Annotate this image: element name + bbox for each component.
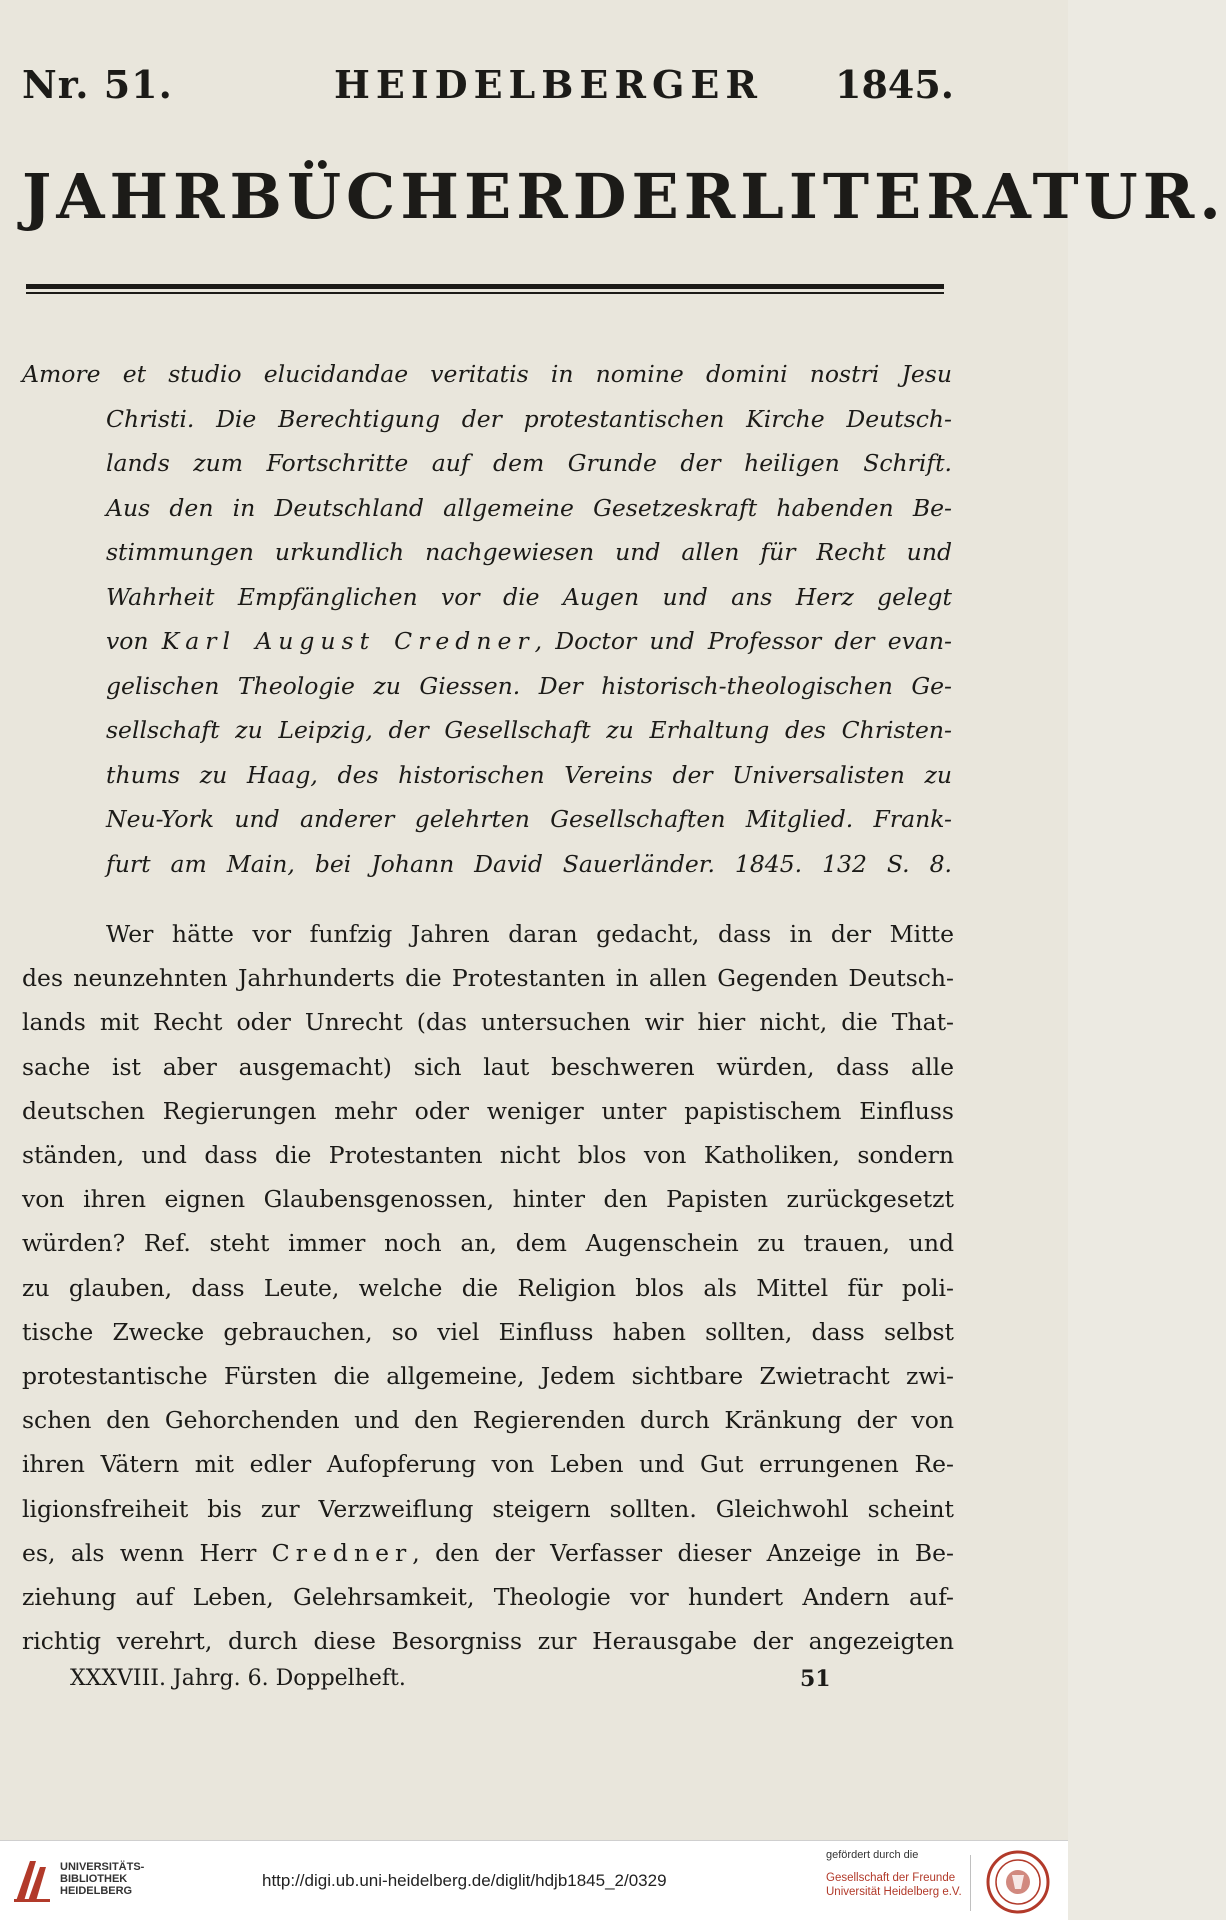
issue-year: 1845. <box>835 62 954 107</box>
biblio-line: stimmungen urkundlich nachgewiesen und allen für Recht und <box>106 538 952 566</box>
university-seal-icon <box>985 1849 1051 1915</box>
biblio-line: Amore et studio elucidandae veritatis in nomine domini nostri Jesu <box>22 360 952 388</box>
title-word: DER <box>572 160 741 233</box>
sponsor-org[interactable] <box>826 1871 962 1899</box>
biblio-author-role: , Doctor und Professor der evan- <box>534 627 952 655</box>
library-name-line: UNIVERSITÄTS- <box>60 1861 145 1873</box>
biblio-line: gelischen Theologie zu Giessen. Der historisch-theologischen Ge- <box>106 671 952 700</box>
body-line: würden? Ref. steht immer noch an, dem Augenschein zu trauen, und <box>22 1229 954 1258</box>
double-rule-thin <box>26 292 944 294</box>
sheet-number: 51 <box>800 1666 831 1692</box>
body-line: ihren Vätern mit edler Aufopferung von Leben und Gut errungenen Re- <box>22 1450 954 1479</box>
biblio-von: von <box>106 627 149 655</box>
body-line: ligionsfreiheit bis zur Verzweiflung steigern sollten. Gleichwohl scheint <box>22 1494 954 1523</box>
body-line: deutschen Regierungen mehr oder weniger unter papistischem Einfluss <box>22 1096 954 1125</box>
body-line: zu glauben, dass Leute, welche die Religion blos als Mittel für poli- <box>22 1273 954 1302</box>
sponsor-line: Gesellschaft der Freunde <box>826 1872 956 1884</box>
body-line: tische Zwecke gebrauchen, so viel Einfluss haben sollten, dass selbst <box>22 1317 954 1346</box>
library-name-line: BIBLIOTHEK <box>60 1873 128 1885</box>
author-name-inline: Credner <box>271 1538 413 1567</box>
body-line: protestantische Fürsten die allgemeine, Jedem sichtbare Zwietracht zwi- <box>22 1362 954 1391</box>
journal-title <box>22 160 1226 240</box>
bibliographic-entry <box>22 352 952 886</box>
library-name-line: HEIDELBERG <box>60 1885 133 1897</box>
body-seg: , den der Verfasser dieser Anzeige in Be- <box>412 1538 955 1567</box>
biblio-line: Aus den in Deutschland allgemeine Gesetzeskraft habenden Be- <box>106 493 952 522</box>
issue-number: Nr. 51. <box>22 62 173 107</box>
double-rule-thick <box>26 284 944 289</box>
sponsor-line: Universität Heidelberg e.V. <box>826 1886 962 1898</box>
university-library-logo-icon[interactable] <box>12 1855 54 1905</box>
viewer-footer <box>0 1840 1068 1920</box>
biblio-line: Christi. Die Berechtigung der protestantischen Kirche Deutsch- <box>106 404 952 433</box>
body-line: lands mit Recht oder Unrecht (das untersuchen wir hier nicht, die That- <box>22 1008 954 1037</box>
biblio-line: lands zum Fortschritte auf dem Grunde der heiligen Schrift. <box>106 449 952 477</box>
publisher-name: HEIDELBERGER <box>334 62 763 107</box>
masthead <box>22 62 954 112</box>
body-line-author <box>22 1531 954 1575</box>
funded-by-label: gefördert durch die <box>826 1849 919 1861</box>
footer-divider <box>970 1855 971 1911</box>
body-line: sache ist aber ausgemacht) sich laut beschweren würden, dass alle <box>22 1052 954 1081</box>
biblio-line: sellschaft zu Leipzig, der Gesellschaft zu Erhaltung des Christen- <box>106 716 952 744</box>
body-line: richtig verehrt, durch diese Besorgniss zur Herausgabe der angezeigten <box>22 1627 954 1656</box>
biblio-line: thums zu Haag, des historischen Vereins der Universalisten zu <box>106 760 952 789</box>
body-seg: es, als wenn Herr <box>22 1538 257 1567</box>
body-line: ziehung auf Leben, Gelehrsamkeit, Theologie vor hundert Andern auf- <box>22 1583 954 1612</box>
body-line: des neunzehnten Jahrhunderts die Protestanten in allen Gegenden Deutsch- <box>22 964 954 993</box>
biblio-line-author <box>22 619 952 664</box>
title-word: LITERATUR. <box>740 160 1226 233</box>
review-body <box>22 912 954 1663</box>
university-library-name[interactable] <box>60 1861 144 1897</box>
sheet-signature: XXXVIII. Jahrg. 6. Doppelheft. <box>70 1666 406 1691</box>
author-name: Karl August Credner <box>161 627 535 655</box>
body-line: ständen, und dass die Protestanten nicht blos von Katholiken, sondern <box>22 1141 954 1170</box>
body-line: Wer hätte vor funfzig Jahren daran gedacht, dass in der Mitte <box>106 920 954 948</box>
biblio-line: Neu-York und anderer gelehrten Gesellschaften Mitglied. Frank- <box>106 805 952 833</box>
body-line: schen den Gehorchenden und den Regierenden durch Kränkung der von <box>22 1406 954 1435</box>
biblio-line: Wahrheit Empfänglichen vor die Augen und ans Herz gelegt <box>106 582 952 611</box>
body-line: von ihren eignen Glaubensgenossen, hinter den Papisten zurückgesetzt <box>22 1185 954 1214</box>
title-word: JAHRBÜCHER <box>22 160 573 233</box>
permalink-url[interactable]: http://digi.ub.uni-heidelberg.de/diglit/hdjb1845_2/0329 <box>262 1871 667 1890</box>
biblio-line: furt am Main, bei Johann David Sauerländer. 1845. 132 S. 8. <box>106 849 952 878</box>
